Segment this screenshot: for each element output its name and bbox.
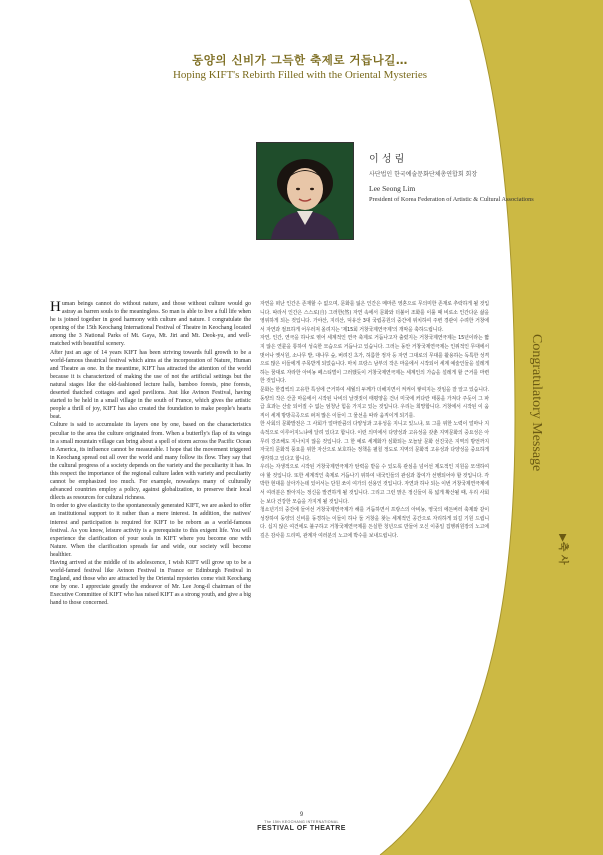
english-paragraph: After just an age of 14 years KIFT has been striving towards full growth to be a world-famous theatrical festival which aims at the incorporation of Nature, Human and Theatre as one. In the meantime, KIFT has attracted the attention of the world because it is characterized of making the use of not the artificial settings but the natural stages like the old-fashioned lecture halls, bamboo forests, pine forests, deserted thatched cottages and aged pavilions. Just like Avinon Festival, having started to be held in a small village in the south of France, which gives the artistic people a thrill of joy, KIFT has also created the foundation to make people's hearts beat.	[50, 349, 251, 421]
korean-paragraph: 청소년기의 중간에 들어선 거창국제연극제가 해를 거듭하면서 프랑스의 아비뇽, 영국의 에든버러 축제와 같이 성장하여 동양의 신비를 동경하는 이들이 하나 둘 거창을 찾는 세계적인 공간으로 자리하게 되길 기원 드립니다. 십지 않은 여건에도 불구하고 거창국제연극제를 든실한 청년으로 만들어 오신 이종일 집행위원장의 노고에 깊은 감사를 드리며, 관계자 여러분의 노고에 박수를 보내드립니다.	[260, 507, 489, 540]
korean-paragraph: 한 사회의 문화발전은 그 사회가 얼마만큼의 다양성과 고유성을 지니고 있느냐, 또 그를 위한 노력이 얼마나 지속적으로 이루어지느냐에 달려 있다고 합니다. 이런 의미에서 다양성과 고유성을 갖춘 지역문화의 중요성은 아무리 강조해도 지나치지 않을 것입니다. 그 한 예로 세계화가 심화되는 오늘날 문화 선진국은 지역의 방언까지 자국의 문화적 풍요를 위한 자산으로 보호하는 정책을 펼칠 정도로 지역의 문화적 고유성과 다양성을 중요하게 생각하고 있다고 합니다.	[260, 421, 489, 462]
korean-paragraph: 자연을 떠난 인간은 존재할 수 없으며, 문화를 잃은 인간은 메마른 영혼으로 무의미한 존재로 추락하게 될 것입니다. 따라서 인간은 스스로(自) 그러한(然) 자연 속에서 문화와 더불어 조화를 이룰 때 비로소 인간다운 삶을 영위하게 되는 것입니다. 가야산, 지리산, 덕유산 3대 국립공원의 중간에 위치하여 주변 경관이 수려한 거창에서 자연과 절묘하게 어우러져 올려지는 '제15회 거창국제연극제'의 개막을 축하드립니다.	[260, 301, 489, 333]
korean-paragraph: 우리는 자생적으로 시작된 거창국제연극제가 탄력을 받을 수 있도록 관심을 넘어선 제도적인 지원을 모색하여야 할 것입니다. 또한 세계적인 축제로 거듭나기 위하여 내국인들의 관심과 참여가 선행되어야 할 것입니다. 각박한 현대를 살아가는데 있어서는 단원 쏘이 여가의 선용인 것입니다. 자연과 하나 되는 이번 거창국제연극제에서 여러분은 맑아지는 정신을 발견하게 될 것입니다. 그리고 그런 맑은 정신들이 폭 넓게 확산될 때, 우리 사회는 보다 건강한 모습을 가지게 될 것입니다.	[260, 464, 489, 505]
author-title-korean: 사단법인 한국예술문화단체총연합회 회장	[369, 171, 478, 178]
page-title-korean: 동양의 신비가 그득한 축제로 거듭나길…	[192, 53, 408, 67]
author-portrait	[256, 142, 354, 240]
korean-paragraph: 문화는 한겹씩의 고유한 특성에 근거하여 세월의 두께가 더해지면서 켜켜이 쌓여지는 것임을 잘 알고 있습니다. 동양의 작은 산골 마을에서 시작된 나비의 날갯짓이 태평양을 건너 미국에 커다란 태풍을 가져다 주듯이 그 파급 효과는 산술 되어질 수 없는 엄청난 힘을 가지고 있는 것입니다. 우리는 희망합니다. 거창에서 시작된 이 움직이 세계 방방곡곡으로 퍼져 많은 이들이 그 물선을 따라 움직이게 되기를.	[260, 386, 489, 419]
page-number: 9	[299, 812, 304, 818]
english-paragraph: Human beings cannot do without nature, and those without culture would go astray as barren souls to the meaningless. So man is able to live a full life when he is joined together in good harmony with culture and nature. I congratulate the opening of the 15th Keochang International Festival of Theatre in Keochang located among the 3 National Parks of Mt. Gaya, Mt. Jiri and Mt. Deok-yu, and well-matched with beautiful scenery.	[50, 299, 251, 348]
english-body-column	[50, 300, 251, 608]
korean-paragraph: 자연, 인간, 연극을 하나로 엮어 세계적인 연극 축제로 거듭나고자 출렸지는 거창국제연극제는 15년이라는 짧지 않은 연륜을 통하여 성숙한 모습으로 거듭나고 있습니다. 그러는 동안 거창국제연극제는 인위적인 무대에서 벗어나 옛서원, 소나무 밭, 대나무 숲, 버려진 초가, 허름한 정자 등 자연 그대로의 무대를 활용하는 독특한 성격으로 많은 이들에게 주목받게 되었습니다. 마치 프랑스 남부의 작은 마을에서 시작되어 세계 예술인들을 설레게 하는 꿈대로 자라한 아비뇽 페스티벌이 그러했듯이 거창국제연극제는 세계인의 가슴을 설레게 할 근거를 마련한 것입니다.	[260, 335, 489, 385]
english-paragraph: In order to give elasticity to the spontaneously generated KIFT, we are asked to offer an institutional support to it rather than a mere interest. In addition, the natives' interest and participation is required for KIFT to be reborn as a world-famous festival. As you know, leisure activity is a prerequisite to this exigent life. You will experience the clarification of your souls in KIFT where you become one with Nature. When the clarification spreads far and wide, our society will become healthier.	[50, 503, 251, 558]
author-name-korean: 이 성 림	[369, 154, 405, 165]
footer-subtitle: The 15th KEOCHANG INTERNATIONAL	[264, 820, 339, 824]
page-title-english: Hoping KIFT's Rebirth Filled with the Oriental Mysteries	[172, 69, 428, 81]
english-paragraph: Culture is said to accumulate its layers one by one, based on the characteristics peculiar to the area the culture originated from. When a butterfly's flap of its wings in a small mountain village can bring about a spell of storm across the Pacific Ocean in America, its influence cannot be measurable. I hope that the movement triggered in Keochang spread out all over the world and many follow its flow. They say that the cultural progress of a society depends on the variety and the peculiarity it has. In this respect the importance of the regional culture laden with variety and peculiarity cannot be emphasized too much. For example, nowadays many of culturally advanced countries employ a policy, against globalization, to preserve their local dilects as resources for cultural richness.	[50, 422, 251, 502]
footer-brand-logo: FESTIVAL OF THEATRE	[257, 825, 346, 832]
person-portrait-icon	[257, 143, 353, 239]
author-title-english: President of Korea Federation of Artistic & Cultural Associations	[369, 196, 534, 203]
author-name-english: Lee Seong Lim	[369, 184, 416, 193]
korean-body-column	[260, 300, 489, 541]
section-label-english: Congratulatory Message	[529, 334, 544, 472]
section-label-korean: ▶축 사	[557, 534, 568, 565]
english-paragraph: Having arrived at the middle of its adolescence, I wish KIFT will grow up to be a world-famed festival like Avinon Festival in France or Edinburgh Festival in England, and those who are attracted by the Oriental mysteries come visit Keochang one by one. I appreciate greatly the endeavor of Mr. Lee Jong-il chairman of the Executive Committee of KIFT who has raised KIFT as a strong youth, and give a big hand to those concerned.	[50, 560, 251, 607]
